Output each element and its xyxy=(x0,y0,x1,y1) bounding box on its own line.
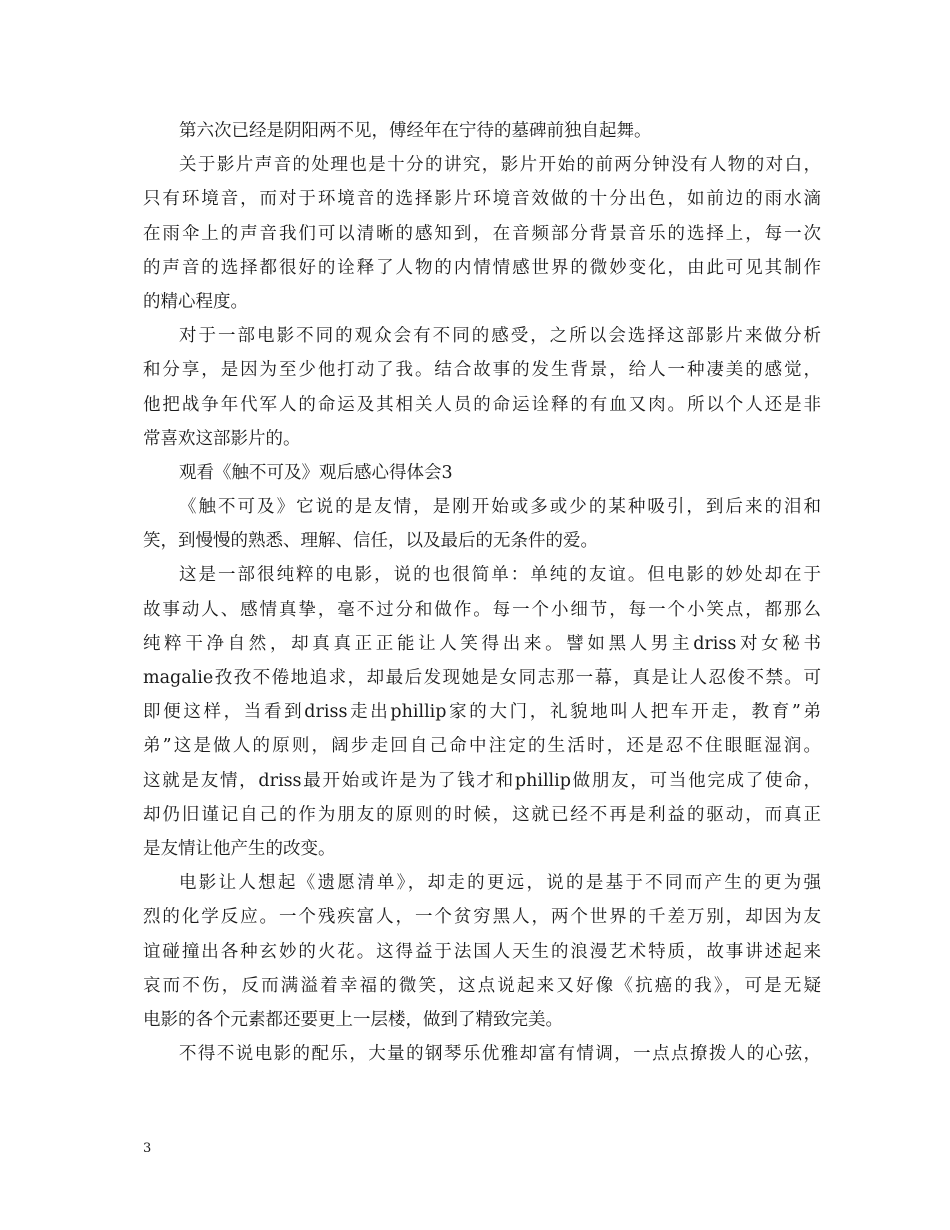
text-line: 电影的各个元素都还要更上一层楼，做到了精致完美。 xyxy=(143,1009,563,1030)
text-line: 只有环境音，而对于环境音的选择影片环境音效做的十分出色，如前边的雨水滴 xyxy=(143,189,821,210)
text-line: 即便这样，当看到driss走出phillip家的大门，礼貌地叫人把车开走，教育”弟 xyxy=(143,702,821,723)
text-line: 观看《触不可及》观后感心得体会3 xyxy=(179,462,453,483)
text-line: 这就是友情，driss最开始或许是为了钱才和phillip做朋友，可当他完成了使命， xyxy=(143,770,821,791)
text-line: 哀而不伤，反而满溢着幸福的微笑，这点说起来又好像《抗癌的我》，可是无疑 xyxy=(143,975,821,996)
text-line: 这是一部很纯粹的电影，说的也很简单：单纯的友谊。但电影的妙处却在于 xyxy=(179,565,821,586)
text-line: 和分享，是因为至少他打动了我。结合故事的发生背景，给人一种凄美的感觉， xyxy=(143,360,821,381)
text-line: magalie孜孜不倦地追求，却最后发现她是女同志那一幕，真是让人忍俊不禁。可 xyxy=(143,668,821,688)
text-line: 不得不说电影的配乐，大量的钢琴乐优雅却富有情调，一点点撩拨人的心弦， xyxy=(179,1044,821,1065)
text-line: 的精心程度。 xyxy=(143,291,248,312)
document-body xyxy=(143,114,821,1071)
text-line: 故事动人、感情真挚，毫不过分和做作。每一个小细节，每一个小笑点，都那么 xyxy=(143,599,821,620)
page-number: 3 xyxy=(143,1141,152,1156)
text-line: 电影让人想起《遗愿清单》，却走的更远，说的是基于不同而产生的更为强 xyxy=(179,873,821,894)
text-line: 对于一部电影不同的观众会有不同的感受，之所以会选择这部影片来做分析 xyxy=(179,326,821,347)
text-line: 关于影片声音的处理也是十分的讲究，影片开始的前两分钟没有人物的对白， xyxy=(179,155,821,176)
text-line: 谊碰撞出各种玄妙的火花。这得益于法国人天生的浪漫艺术特质，故事讲述起来 xyxy=(143,941,821,962)
text-line: 常喜欢这部影片的。 xyxy=(143,428,301,449)
text-line: 在雨伞上的声音我们可以清晰的感知到，在音频部分背景音乐的选择上，每一次 xyxy=(143,223,821,244)
text-line: 弟”这是做人的原则，阔步走回自己命中注定的生活时，还是忍不住眼眶湿润。 xyxy=(143,736,821,757)
text-line: 他把战争年代军人的命运及其相关人员的命运诠释的有血又肉。所以个人还是非 xyxy=(143,394,821,415)
text-line: 烈的化学反应。一个残疾富人，一个贫穷黑人，两个世界的千差万别，却因为友 xyxy=(143,907,821,928)
text-line: 纯粹干净自然，却真真正正能让人笑得出来。譬如黑人男主driss对女秘书 xyxy=(143,633,821,654)
text-line: 却仍旧谨记自己的作为朋友的原则的时候，这就已经不再是利益的驱动，而真正 xyxy=(143,804,821,825)
text-line: 笑，到慢慢的熟悉、理解、信任，以及最后的无条件的爱。 xyxy=(143,531,598,552)
text-line: 的声音的选择都很好的诠释了人物的内情情感世界的微妙变化，由此可见其制作 xyxy=(143,257,821,278)
text-line: 第六次已经是阴阳两不见，傅经年在宁待的墓碑前独自起舞。 xyxy=(179,121,652,141)
text-line: 《触不可及》它说的是友情，是刚开始或多或少的某种吸引，到后来的泪和 xyxy=(179,497,821,518)
text-line: 是友情让他产生的改变。 xyxy=(143,838,336,859)
